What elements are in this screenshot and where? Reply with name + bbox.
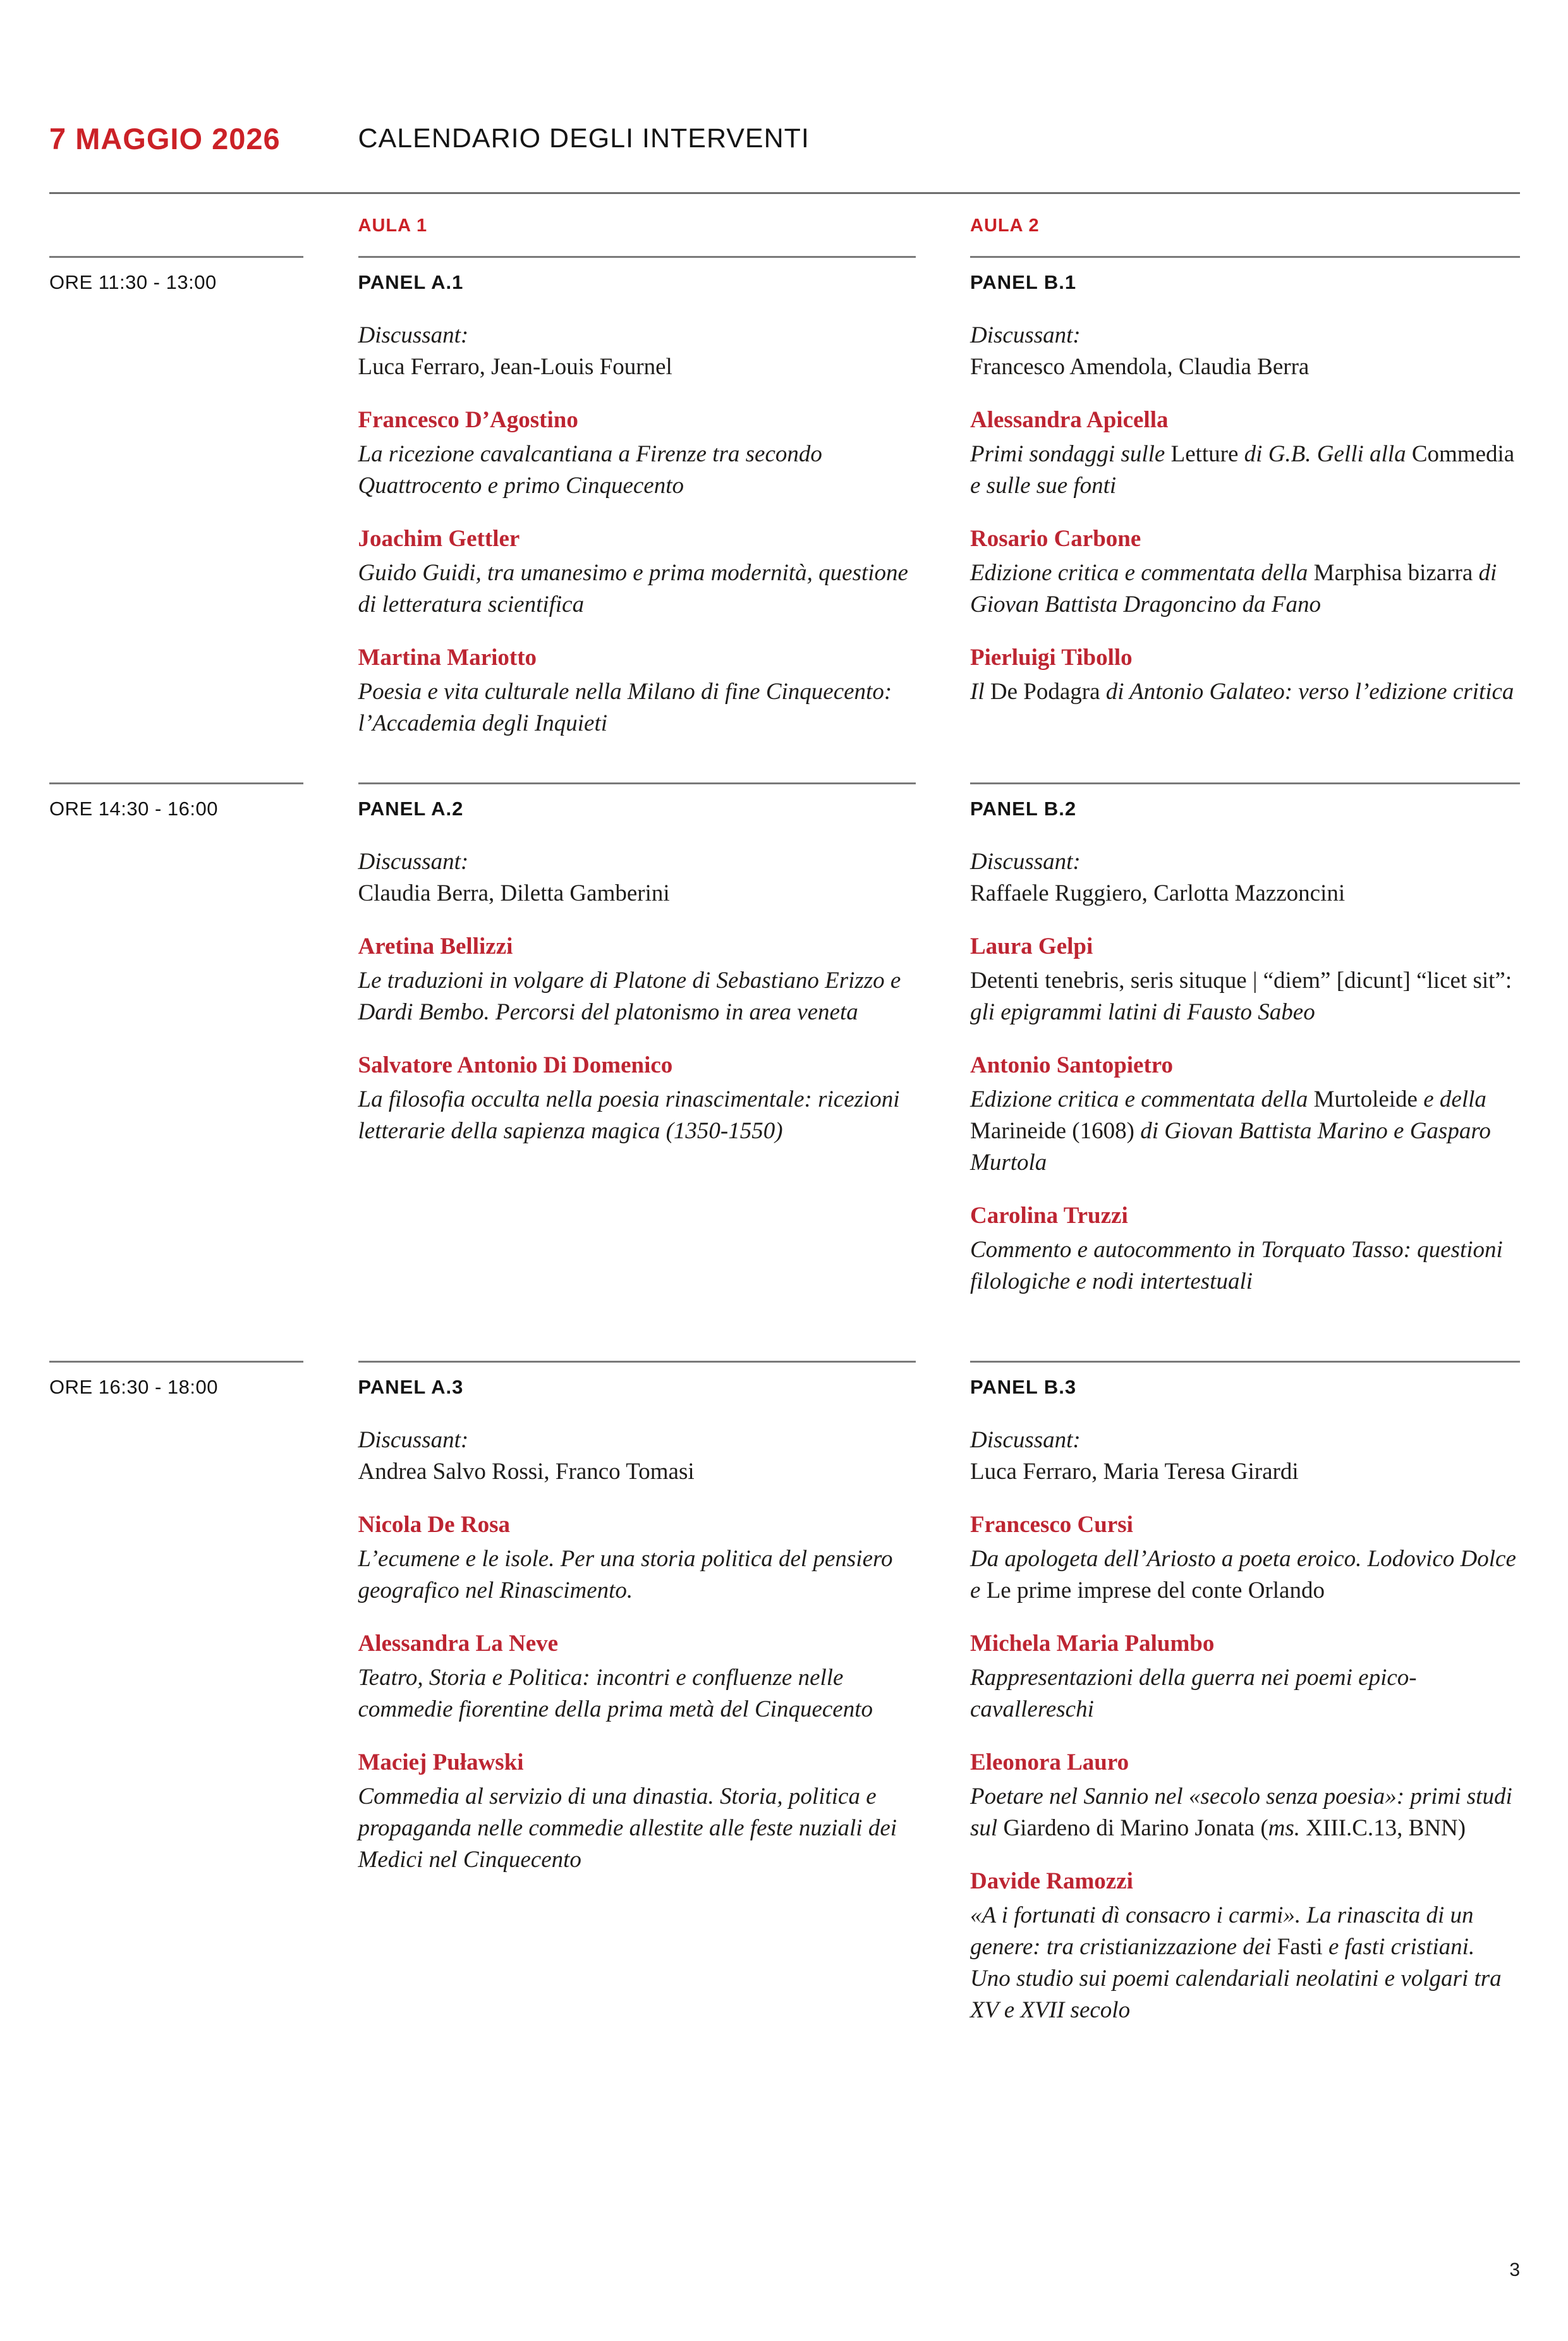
discussant-label: Discussant: [358,322,469,348]
discussant-block [358,320,916,383]
talk-title: Guido Guidi, tra umanesimo e prima modernità, questione di letteratura scientifica [358,560,908,617]
page-number: 3 [1509,2259,1520,2280]
session-3-time-cell [49,1361,303,2026]
session-1-time-cell [49,256,303,782]
speaker-name: Antonio Santopietro [970,1052,1174,1078]
talk [970,642,1520,708]
talk-title: Commedia al servizio di una dinastia. Storia, politica e propaganda nelle commedie allestite alle feste nuziali dei Medici nel Cinquecento [358,1784,897,1873]
session-row-3 [49,1361,1520,2026]
talk-title: Poetare nel Sannio nel «secolo senza poesia»: primi studi sul Giardeno di Marino Jonata (ms. XIII.C.13, BNN) [970,1784,1512,1841]
speaker-name: Francesco D’Agostino [358,407,578,433]
talk-title: La filosofia occulta nella poesia rinascimentale: ricezioni letterarie della sapienza magica (1350-1550) [358,1086,900,1144]
talk-title: «A i fortunati dì consacro i carmi». La rinascita di un genere: tra cristianizzazione dei Fasti e fasti cristiani. Uno studio sui poemi calendariali neolatini e volgari tra XV e XVII secolo [970,1902,1502,2023]
panel-b2 [970,782,1520,1361]
talk-title: L’ecumene e le isole. Per una storia politica del pensiero geografico nel Rinascimento. [358,1546,893,1603]
discussant-label: Discussant: [970,1427,1081,1453]
discussant-block [970,1425,1520,1488]
panel-a2 [358,782,916,1361]
panel-title: PANEL A.1 [358,271,464,293]
speaker-name: Pierluigi Tibollo [970,645,1133,671]
speaker-name: Michela Maria Palumbo [970,1631,1215,1657]
talk-title: Detenti tenebris, seris situque | “diem” [dicunt] “licet sit”: gli epigrammi latini di Fausto Sabeo [970,968,1512,1025]
panel-title: PANEL B.3 [970,1376,1077,1398]
speaker-name: Alessandra Apicella [970,407,1169,433]
discussant-block [358,846,916,909]
speaker-name: Francesco Cursi [970,1512,1133,1538]
talk [970,1747,1520,1844]
talk [358,931,916,1028]
talk-title: Teatro, Storia e Politica: incontri e confluenze nelle commedie fiorentine della prima metà del Cinquecento [358,1665,873,1722]
page-date: 7 MAGGIO 2026 [49,122,281,155]
talk [970,1628,1520,1725]
room-header-aula-2: AULA 2 [970,216,1040,236]
session-time: ORE 11:30 - 13:00 [49,271,217,293]
discussant-names: Raffaele Ruggiero, Carlotta Mazzoncini [970,880,1346,906]
talk [358,642,916,739]
talk-title: La ricezione cavalcantiana a Firenze tra secondo Quattrocento e primo Cinquecento [358,441,822,499]
discussant-names: Luca Ferraro, Jean-Louis Fournel [358,354,672,380]
talk [970,523,1520,621]
page-header [49,124,1520,154]
discussant-names: Claudia Berra, Diletta Gamberini [358,880,670,906]
talk [358,1509,916,1607]
talk [358,1050,916,1147]
panel-title: PANEL A.2 [358,798,464,820]
talk [970,404,1520,502]
talk [970,1050,1520,1179]
discussant-block [358,1425,916,1488]
panel-a3 [358,1361,916,2026]
speaker-name: Maciej Puławski [358,1749,524,1775]
talk [970,1200,1520,1298]
session-time: ORE 14:30 - 16:00 [49,798,218,820]
speaker-name: Carolina Truzzi [970,1203,1128,1229]
page-title: CALENDARIO DEGLI INTERVENTI [358,123,810,154]
room-header-aula-1: AULA 1 [358,216,428,236]
panel-title: PANEL A.3 [358,1376,464,1398]
talk [358,404,916,502]
panel-title: PANEL B.1 [970,271,1077,293]
discussant-names: Francesco Amendola, Claudia Berra [970,354,1310,380]
speaker-name: Rosario Carbone [970,526,1141,552]
discussant-names: Andrea Salvo Rossi, Franco Tomasi [358,1459,695,1485]
session-row-2 [49,782,1520,1361]
session-time: ORE 16:30 - 18:00 [49,1376,218,1398]
talk-title: Commento e autocommento in Torquato Tasso: questioni filologiche e nodi intertestuali [970,1237,1503,1294]
speaker-name: Eleonora Lauro [970,1749,1129,1775]
talk [970,1866,1520,2026]
talk [358,523,916,621]
talk [358,1747,916,1876]
speaker-name: Martina Mariotto [358,645,537,671]
talk-title: Da apologeta dell’Ariosto a poeta eroico. Lodovico Dolce e Le prime imprese del conte Orlando [970,1546,1516,1603]
panel-a1 [358,256,916,782]
speaker-name: Nicola De Rosa [358,1512,510,1538]
session-2-time-cell [49,782,303,1361]
speaker-name: Alessandra La Neve [358,1631,559,1657]
panel-b3 [970,1361,1520,2026]
talk [970,1509,1520,1607]
discussant-label: Discussant: [970,849,1081,875]
talk [970,931,1520,1028]
talk-title: Rappresentazioni della guerra nei poemi epico-cavallereschi [970,1665,1417,1722]
talk [358,1628,916,1725]
discussant-names: Luca Ferraro, Maria Teresa Girardi [970,1459,1299,1485]
program-page [0,124,1568,2341]
speaker-name: Aretina Bellizzi [358,933,513,959]
speaker-name: Salvatore Antonio Di Domenico [358,1052,673,1078]
panel-title: PANEL B.2 [970,798,1077,820]
top-rule-divider [49,192,1520,194]
speaker-name: Joachim Gettler [358,526,520,552]
talk-title: Le traduzioni in volgare di Platone di Sebastiano Erizzo e Dardi Bembo. Percorsi del platonismo in area veneta [358,968,901,1025]
talk-title: Poesia e vita culturale nella Milano di fine Cinquecento: l’Accademia degli Inquieti [358,679,892,736]
room-header-row [49,214,1520,237]
talk-title: Primi sondaggi sulle Letture di G.B. Gelli alla Commedia e sulle sue fonti [970,441,1515,499]
speaker-name: Laura Gelpi [970,933,1093,959]
discussant-label: Discussant: [358,1427,469,1453]
discussant-label: Discussant: [970,322,1081,348]
panel-b1 [970,256,1520,782]
speaker-name: Davide Ramozzi [970,1868,1133,1894]
discussant-label: Discussant: [358,849,469,875]
session-row-1 [49,256,1520,782]
talk-title: Il De Podagra di Antonio Galateo: verso l’edizione critica [970,679,1514,705]
talk-title: Edizione critica e commentata della Murtoleide e della Marineide (1608) di Giovan Battista Marino e Gasparo Murtola [970,1086,1491,1176]
talk-title: Edizione critica e commentata della Marphisa bizarra di Giovan Battista Dragoncino da Fano [970,560,1497,617]
discussant-block [970,320,1520,383]
discussant-block [970,846,1520,909]
